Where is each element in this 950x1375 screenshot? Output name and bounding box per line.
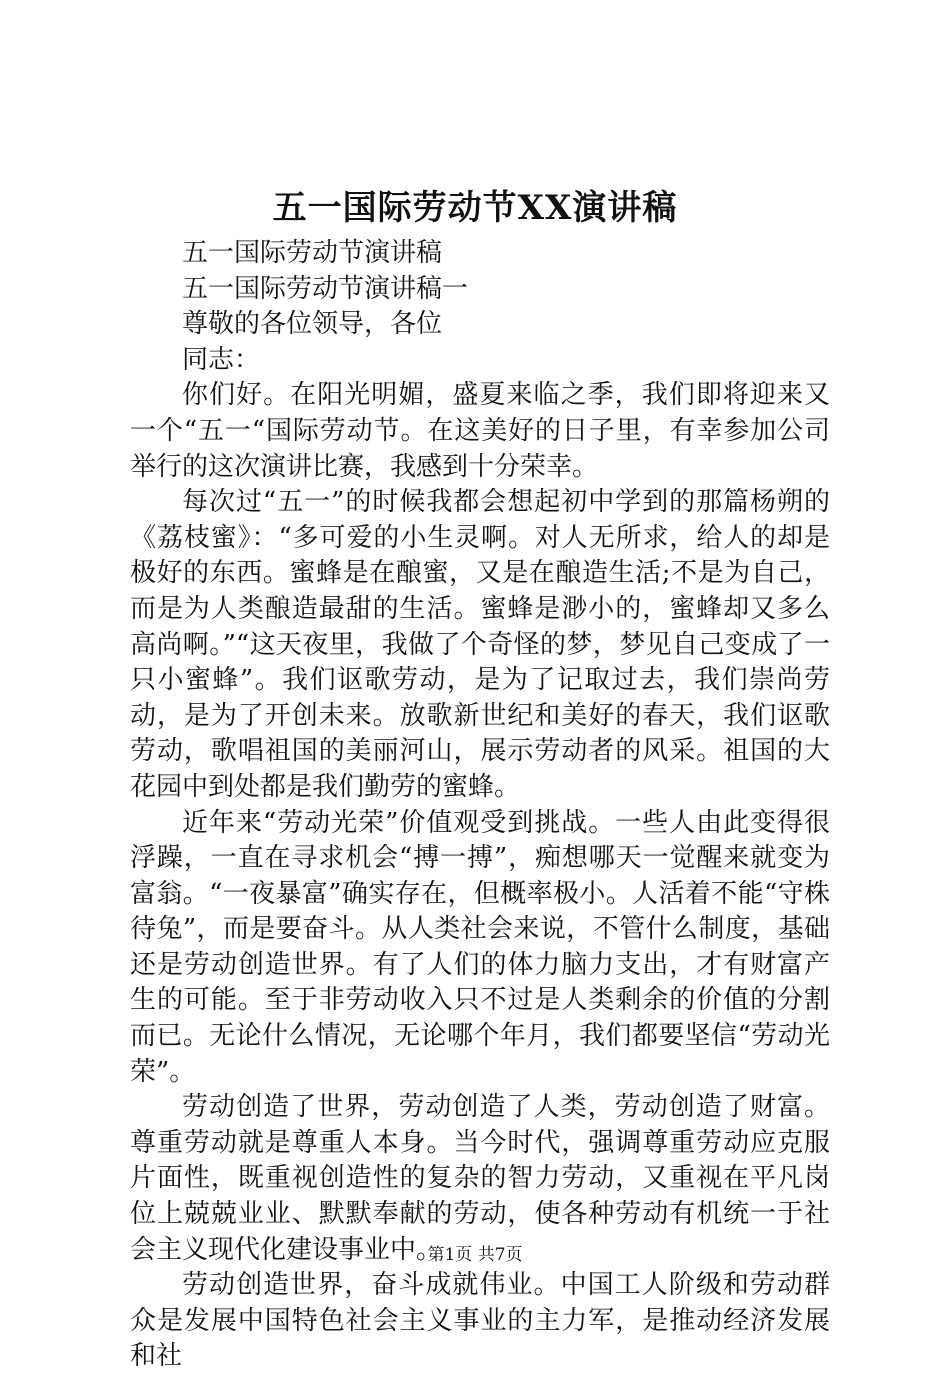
paragraph-labor-world: 劳动创造世界，奋斗成就伟业。中国工人阶级和劳动群众是发展中国特色社会主义事业的主力军，是推动经济发展和社 — [130, 1270, 830, 1372]
page-number-footer: 第1页 共7页 — [427, 1245, 523, 1265]
paragraph-lychee-honey: 每次过“五一”的时候我都会想起初中学到的那篇杨朔的《荔枝蜜》：“多可爱的小生灵啊。对人无所求，给人的却是极好的东西。蜜蜂是在酿蜜，又是在酿造生活;不是为自己，而是为人类酿造最甜的生活。蜜蜂是渺小的，蜜蜂却又多么高尚啊。”“这天夜里，我做了个奇怪的梦，梦见自己变成了一只小蜜蜂”。我们讴歌劳动，是为了记取过去，我们崇尚劳动，是为了开创未来。放歌新世纪和美好的春天，我们讴歌劳动，歌唱祖国的美丽河山，展示劳动者的风采。祖国的大花园中到处都是我们勤劳的蜜蜂。 — [130, 487, 830, 802]
document-title: 五一国际劳动节XX演讲稿 — [272, 188, 678, 228]
paragraph-salutation-cont: 同志： — [182, 344, 261, 375]
document-body — [130, 236, 830, 1375]
paragraph-labor-creates: 劳动创造了世界，劳动创造了人类，劳动创造了财富。尊重劳动就是尊重人本身。当今时代，强调尊重劳动应克服片面性，既重视创造性的复杂的智力劳动，又重视在平凡岗位上兢兢业业、默默奉献的劳动，使各种劳动有机统一于社会主义现代化建设事业中。 — [130, 1092, 830, 1265]
paragraph-subtitle: 五一国际劳动节演讲稿 — [182, 238, 443, 268]
paragraph-greeting: 你们好。在阳光明媚，盛夏来临之季，我们即将迎来又一个“五一“国际劳动节。在这美好的日子里，有幸参加公司举行的这次演讲比赛，我感到十分荣幸。 — [130, 380, 830, 482]
paragraph-subtitle-one: 五一国际劳动节演讲稿一 — [182, 273, 469, 304]
paragraph-salutation: 尊敬的各位领导，各位 — [182, 309, 443, 340]
paragraph-labor-glory: 近年来“劳动光荣”价值观受到挑战。一些人由此变得很浮躁，一直在寻求机会“搏一搏”，痴想哪天一觉醒来就变为富翁。“一夜暴富”确实存在，但概率极小。人活着不能“守株待兔”，而是要奋斗。从人类社会来说，不管什么制度，基础还是劳动创造世界。有了人们的体力脑力支出，才有财富产生的可能。至于非劳动收入只不过是人类剩余的价值的分割而已。无论什么情况，无论哪个年月，我们都要坚信“劳动光荣”。 — [130, 807, 830, 1087]
